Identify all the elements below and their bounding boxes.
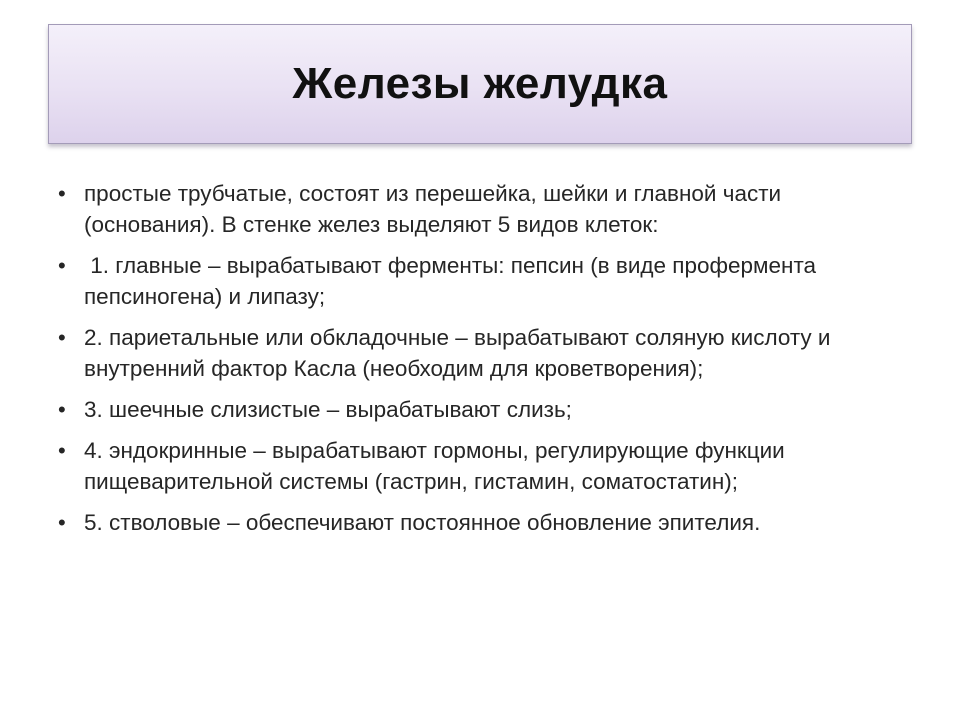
bullet-icon: • [58, 253, 66, 278]
bullet-icon: • [58, 510, 66, 535]
bullet-item [58, 178, 898, 240]
bullet-text: 5. стволовые – обеспечивают постоянное обновление эпителия. [84, 510, 761, 535]
bullet-text: простые трубчатые, состоят из перешейка, шейки и главной части (основания). В стенке желез выделяют 5 видов клеток: [84, 181, 782, 237]
bullet-icon: • [58, 397, 66, 422]
bullet-item [58, 507, 898, 538]
bullet-item [58, 322, 898, 384]
bullet-icon: • [58, 181, 66, 206]
slide-title: Железы желудка [292, 59, 668, 108]
bullet-text: 1. главные – вырабатывают ферменты: пепсин (в виде профермента пепсиногена) и липазу; [84, 253, 823, 309]
bullet-item [58, 250, 898, 312]
bullet-list [58, 178, 898, 548]
bullet-icon: • [58, 325, 66, 350]
bullet-text: 4. эндокринные – вырабатывают гормоны, регулирующие функции пищеварительной системы (гастрин, гистамин, соматостатин); [84, 438, 785, 494]
bullet-item [58, 394, 898, 425]
bullet-icon: • [58, 438, 66, 463]
title-box [48, 24, 912, 144]
bullet-text: 2. париетальные или обкладочные – вырабатывают соляную кислоту и внутренний фактор Касла (необходим для кроветворения); [84, 325, 831, 381]
bullet-item [58, 435, 898, 497]
bullet-text: 3. шеечные слизистые – вырабатывают слизь; [84, 397, 572, 422]
